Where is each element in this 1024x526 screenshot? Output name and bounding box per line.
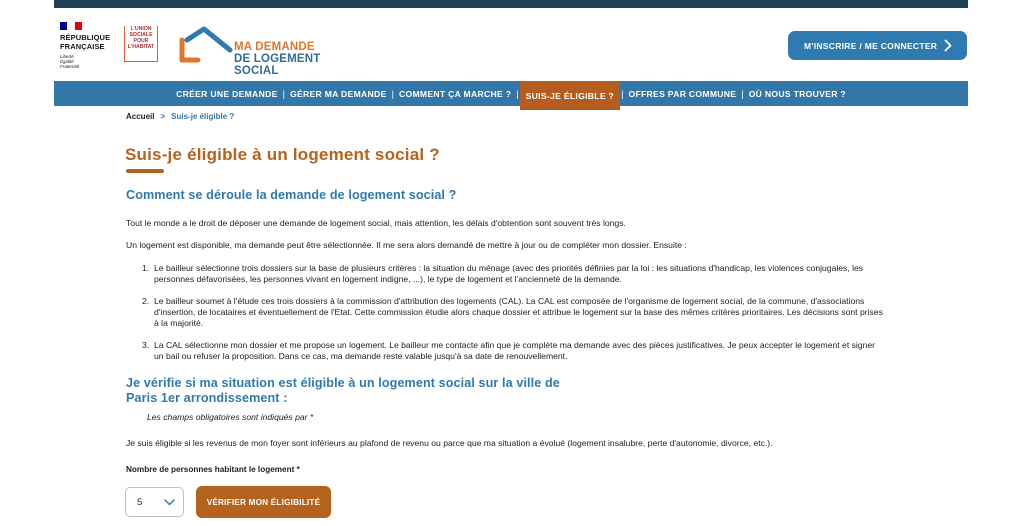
nav-offers-by-commune[interactable]: OFFRES PAR COMMUNE bbox=[628, 88, 737, 99]
household-size-select[interactable] bbox=[125, 487, 184, 517]
nav-create-request[interactable]: CRÉER UNE DEMANDE bbox=[176, 88, 278, 99]
brand-line-1: MA DEMANDE bbox=[234, 41, 315, 53]
rf-motto: Liberté Égalité Fraternité bbox=[60, 54, 80, 69]
nav-eligibility[interactable]: SUIS-JE ÉLIGIBLE ? bbox=[520, 81, 620, 110]
step-text: Le bailleur soumet à l'étude ces trois dossiers à la commission d'attribution des logements (CAL). La CAL est composée de l'organisme de logement social, de la commune, d'associations d'insertion, de locataires et éventuellement de l'Etat. Cette commission étudie alors chaque dossier et attribue le logement sur la base des mêmes critères prioritaires. Les décisions sont prises à la majorité. bbox=[154, 296, 883, 328]
page-title: Suis-je éligible à un logement social ? bbox=[125, 145, 440, 164]
breadcrumb-current: Suis-je éligible ? bbox=[171, 112, 235, 121]
required-fields-note: Les champs obligatoires sont indiqués par * bbox=[147, 412, 314, 422]
main-nav bbox=[54, 81, 968, 106]
login-register-label: M'INSCRIRE / ME CONNECTER bbox=[804, 40, 938, 51]
eligibility-explanation: Je suis éligible si les revenus de mon foyer sont inférieurs au plafond de revenu ou parce que ma situation a évolué (logement insalubre, perte d'autonomie, divorce, etc.). bbox=[126, 438, 773, 448]
login-register-button[interactable] bbox=[788, 31, 967, 60]
section-heading-line-1: Je vérifie si ma situation est éligible à un logement social sur la ville de bbox=[126, 376, 560, 390]
nav-separator: | bbox=[516, 88, 519, 99]
list-item bbox=[126, 263, 886, 285]
rf-name: RÉPUBLIQUE FRANÇAISE bbox=[60, 33, 111, 51]
nav-manage-request[interactable]: GÉRER MA DEMANDE bbox=[289, 88, 387, 99]
nav-separator: | bbox=[391, 88, 394, 99]
step-number: 2. bbox=[142, 296, 150, 306]
house-roof-icon bbox=[178, 26, 236, 66]
nav-separator: | bbox=[741, 88, 744, 99]
section-heading-eligibility-check bbox=[126, 376, 560, 406]
chevron-down-icon bbox=[164, 499, 175, 506]
nav-separator: | bbox=[621, 88, 624, 99]
intro-paragraph-1: Tout le monde a le droit de déposer une demande de logement social, mais attention, les délais d'obtention sont souvent très longs. bbox=[126, 218, 626, 228]
step-number: 1. bbox=[142, 263, 150, 273]
nav-separator: | bbox=[282, 88, 285, 99]
section-heading-line-2: Paris 1er arrondissement : bbox=[126, 391, 288, 405]
list-item bbox=[126, 296, 886, 329]
breadcrumb-home-link[interactable]: Accueil bbox=[126, 112, 155, 121]
list-item bbox=[126, 340, 886, 362]
process-steps-list bbox=[126, 263, 886, 373]
nav-where-to-find-us[interactable]: OÙ NOUS TROUVER ? bbox=[748, 88, 846, 99]
site-brand-logo[interactable] bbox=[178, 26, 358, 77]
step-text: La CAL sélectionne mon dossier et me propose un logement. Le bailleur me contacte afin que je complète ma demande avec des pièces justificatives. Je peux accepter le logement et signer un bail ou refuser la proposition. Dans ce cas, ma demande reste valable jusqu'à sa date de renouvellement. bbox=[154, 340, 876, 361]
union-sociale-habitat-logo[interactable] bbox=[122, 26, 158, 62]
intro-paragraph-2: Un logement est disponible, ma demande peut être sélectionnée. Il me sera alors demandé de mettre à jour ou de compléter mon dossier. Ensuite : bbox=[126, 240, 687, 250]
top-strip bbox=[54, 0, 968, 8]
site-header bbox=[54, 8, 968, 81]
nav-how-it-works[interactable]: COMMENT ÇA MARCHE ? bbox=[398, 88, 512, 99]
section-heading-process: Comment se déroule la demande de logement social ? bbox=[126, 188, 457, 202]
step-number: 3. bbox=[142, 340, 150, 350]
household-size-label: Nombre de personnes habitant le logement * bbox=[126, 465, 300, 474]
step-text: Le bailleur sélectionne trois dossiers sur la base de plusieurs critères : la situation du ménage (avec des priorités définies par la loi : les situations d'handicap, les violences conjugales, les personnes défavorisées, les personnes vivant en logement indigne, ...), le type de logement et l'ancienneté de la demande. bbox=[154, 263, 864, 284]
breadcrumb-separator: > bbox=[160, 112, 166, 121]
ush-text: L'UNION SOCIALE POUR L'HABITAT bbox=[127, 26, 155, 50]
republique-francaise-logo[interactable] bbox=[60, 22, 120, 69]
household-size-value: 5 bbox=[137, 496, 143, 508]
breadcrumb bbox=[126, 112, 234, 121]
chevron-right-icon bbox=[944, 39, 952, 52]
brand-line-2: DE LOGEMENT SOCIAL bbox=[234, 53, 321, 77]
french-flag-icon bbox=[60, 22, 82, 30]
title-underline bbox=[126, 169, 164, 173]
verify-eligibility-button[interactable]: VÉRIFIER MON ÉLIGIBILITÉ bbox=[196, 486, 331, 518]
